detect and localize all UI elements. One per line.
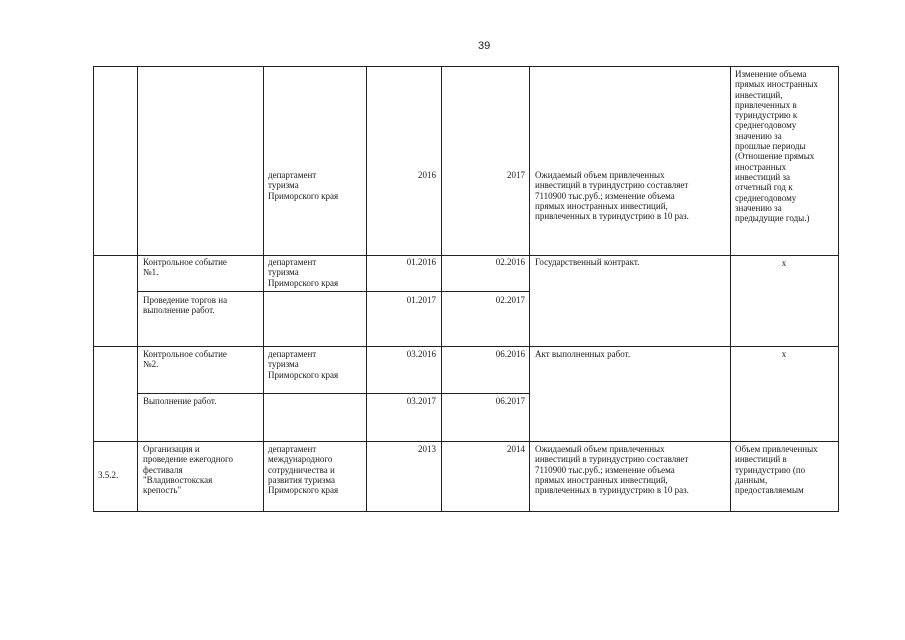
event-cell: Контрольное событие №2. — [143, 349, 227, 370]
table-right-border — [838, 66, 839, 512]
column-divider — [730, 66, 731, 512]
start-date-cell: 01.2017 — [406, 295, 436, 305]
column-divider — [263, 66, 264, 512]
end-date-cell: 02.2017 — [495, 295, 525, 305]
column-divider — [366, 66, 367, 512]
executor-cell: департамент туризма Приморского края — [268, 170, 339, 201]
row-divider — [137, 291, 529, 292]
event-cell: Проведение торгов на выполнение работ. — [143, 295, 228, 316]
row-divider — [93, 441, 839, 442]
item-number-cell: 3.5.2. — [98, 470, 119, 480]
row-divider — [93, 346, 839, 347]
column-divider — [93, 66, 94, 512]
result-cell: Акт выполненных работ. — [535, 349, 631, 359]
end-date-cell: 2017 — [507, 170, 525, 180]
start-date-cell: 03.2016 — [406, 349, 436, 359]
end-date-cell: 06.2017 — [495, 396, 525, 406]
column-divider — [441, 66, 442, 512]
executor-cell: департамент международного сотрудничества и развития туризма Приморского края — [268, 444, 339, 496]
end-date-cell: 06.2016 — [495, 349, 525, 359]
page-number: 39 — [478, 40, 491, 52]
table-top-border — [93, 66, 839, 67]
table-bottom-border — [93, 511, 839, 512]
event-cell: Контрольное событие №1. — [143, 257, 227, 278]
indicator-cell: Объем привлеченных инвестиций в туриндустрию (по данным, предоставляемым — [735, 444, 818, 496]
column-divider — [137, 66, 138, 512]
event-cell: Выполнение работ. — [143, 396, 217, 406]
executor-cell: департамент туризма Приморского края — [268, 257, 339, 288]
result-cell: Ожидаемый объем привлеченных инвестиций в туриндустрию составляет 7110900 тыс.руб.; изменение объема прямых иностранных инвестиций, привлеченных в туриндустрию в 10 раз. — [535, 170, 689, 222]
start-date-cell: 2013 — [418, 444, 436, 454]
end-date-cell: 02.2016 — [495, 257, 525, 267]
indicator-cell: х — [781, 349, 787, 359]
indicator-cell: Изменение объема прямых иностранных инвестиций, привлеченных в туриндустрию к среднегодовому значению за прошлые периоды (Отношение прямых иностранных инвестиций за отчетный год к среднегодовому значению за предыдущие годы.) — [735, 69, 819, 224]
executor-cell: департамент туризма Приморского края — [268, 349, 339, 380]
start-date-cell: 03.2017 — [406, 396, 436, 406]
row-divider — [137, 393, 529, 394]
start-date-cell: 2016 — [418, 170, 436, 180]
result-cell: Ожидаемый объем привлеченных инвестиций в туриндустрию составляет 7110900 тыс.руб.; изменение объема прямых иностранных инвестиций, привлеченных в туриндустрию в 10 раз. — [535, 444, 689, 496]
column-divider — [529, 66, 530, 512]
row-divider — [93, 255, 839, 256]
start-date-cell: 01.2016 — [406, 257, 436, 267]
result-cell: Государственный контракт. — [535, 257, 640, 267]
indicator-cell: х — [781, 258, 787, 268]
end-date-cell: 2014 — [507, 444, 525, 454]
event-cell: Организация и проведение ежегодного фестиваля "Владивостокская крепость" — [143, 444, 233, 496]
